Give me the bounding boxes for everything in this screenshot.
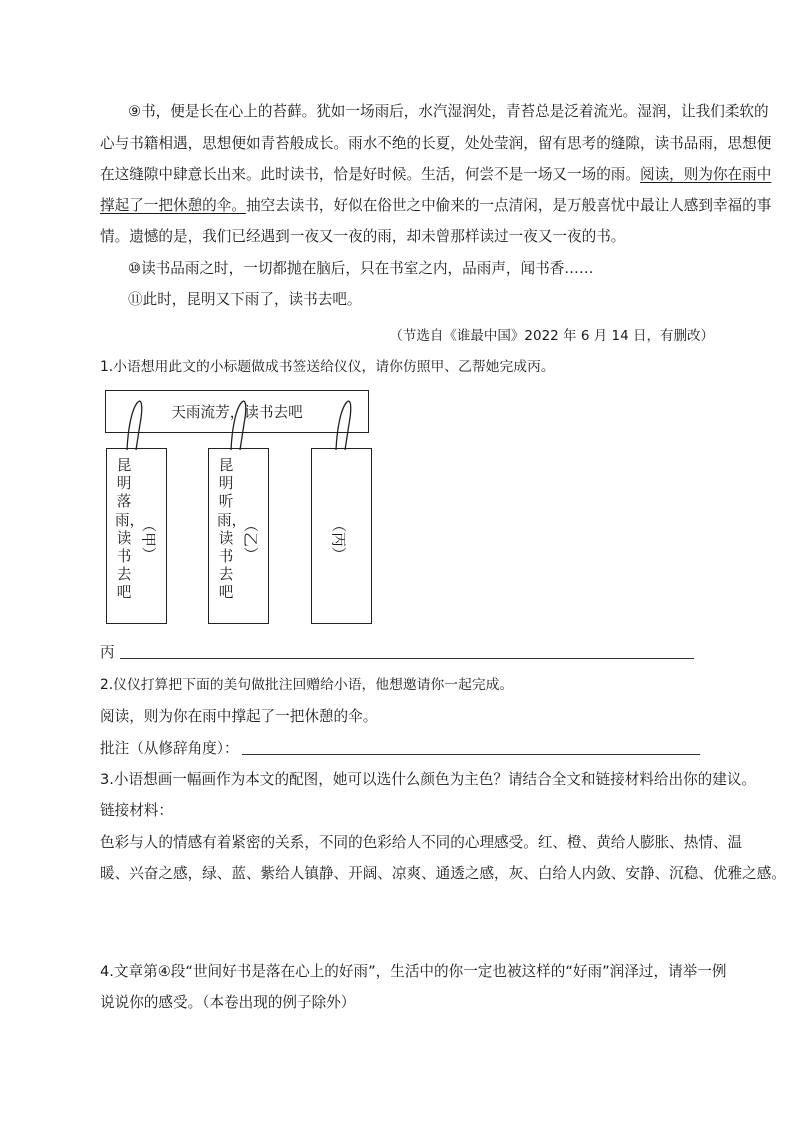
question-2-sentence: 阅读，则为你在雨中撑起了一把休憩的伞。 <box>100 708 378 725</box>
answer-label-c: 丙 <box>100 644 115 661</box>
material-label: 链接材料： <box>100 802 173 819</box>
source-citation: （节选自《谁最中国》2022 年 6 月 14 日，有删改） <box>389 328 714 344</box>
annotation-answer-line[interactable] <box>242 754 700 755</box>
question-4-prompt-cont: 说说你的感受。（本卷出现的例子除外） <box>100 994 356 1011</box>
passage-line <box>100 196 772 216</box>
bookmark-string-icon <box>228 398 250 452</box>
annotation-label: 批注（从修辞角度）： <box>100 740 239 757</box>
material-line: 色彩与人的情感有着紧密的关系，不同的色彩给人不同的心理感受。红、橙、黄给人膨胀、热情、温 <box>100 834 743 851</box>
answer-line-c[interactable] <box>120 658 694 659</box>
passage-text: 抽空去读书，好似在俗世之中偷来的一点清闲，是万般喜忧中最让人感到幸福的事 <box>245 197 772 214</box>
question-2-prompt: 2.仪仪打算把下面的美句做批注回赠给小语，他想邀请你一起完成。 <box>100 677 514 693</box>
paragraph-10: ⑩读书品雨之时，一切都抛在脑后，只在书室之内，品雨声，闻书香…… <box>128 260 594 277</box>
question-1-prompt: 1.小语想用此文的小标题做成书签送给仪仪，请你仿照甲、乙帮她完成丙。 <box>100 359 555 375</box>
material-line: 暖、兴奋之感，绿、蓝、紫给人镇静、开阔、凉爽、通透之感，灰、白给人内敛、安静、沉稳、优雅之感。 <box>100 865 786 882</box>
underlined-sentence: 撑起了一把休憩的伞。 <box>100 197 246 214</box>
bookmark-title: 天雨流芳，读书去吧 <box>171 404 303 421</box>
bookmark-a-text: 昆明落雨，读书去吧 <box>115 457 145 602</box>
bookmark-b-text: 昆明听雨，读书去吧 <box>217 457 247 602</box>
question-4-prompt: 4.文章第④段“世间好书是落在心上的好雨”，生活中的你一定也被这样的“好雨”润泽过，请举一例 <box>100 963 727 980</box>
bookmark-a <box>106 448 167 624</box>
passage-text: 在这缝隙中肆意长出来。此时读书，恰是好时候。生活，何尝不是一场又一场的雨。 <box>100 166 640 183</box>
paragraph-11: ⑪此时，昆明又下雨了，读书去吧。 <box>128 291 362 308</box>
passage-line <box>100 165 772 185</box>
bookmark-b-label: （乙） <box>241 517 259 562</box>
passage-line: 情。遗憾的是，我们已经遇到一夜又一夜的雨，却未曾那样读过一夜又一夜的书。 <box>100 228 626 245</box>
passage-line: 心与书籍相遇，思想便如青苔般成长。雨水不绝的长夏，处处莹润，留有思考的缝隙，读书品雨，思想便 <box>100 135 772 152</box>
bookmark-c <box>311 448 372 624</box>
bookmark-string-icon <box>124 398 146 452</box>
underlined-sentence: 阅读，则为你在雨中 <box>639 166 772 183</box>
question-3-prompt: 3.小语想画一幅画作为本文的配图，她可以选什么颜色为主色？请结合全文和链接材料给出你的建议。 <box>100 771 757 788</box>
bookmark-b <box>208 448 269 624</box>
bookmark-c-label: （丙） <box>329 517 347 562</box>
bookmark-a-label: （甲） <box>139 517 157 562</box>
passage-line: ⑨书，便是长在心上的苔藓。犹如一场雨后，水汽湿润处，青苔总是泛着流光。湿润，让我们柔软的 <box>128 103 769 120</box>
bookmark-string-icon <box>333 398 355 452</box>
